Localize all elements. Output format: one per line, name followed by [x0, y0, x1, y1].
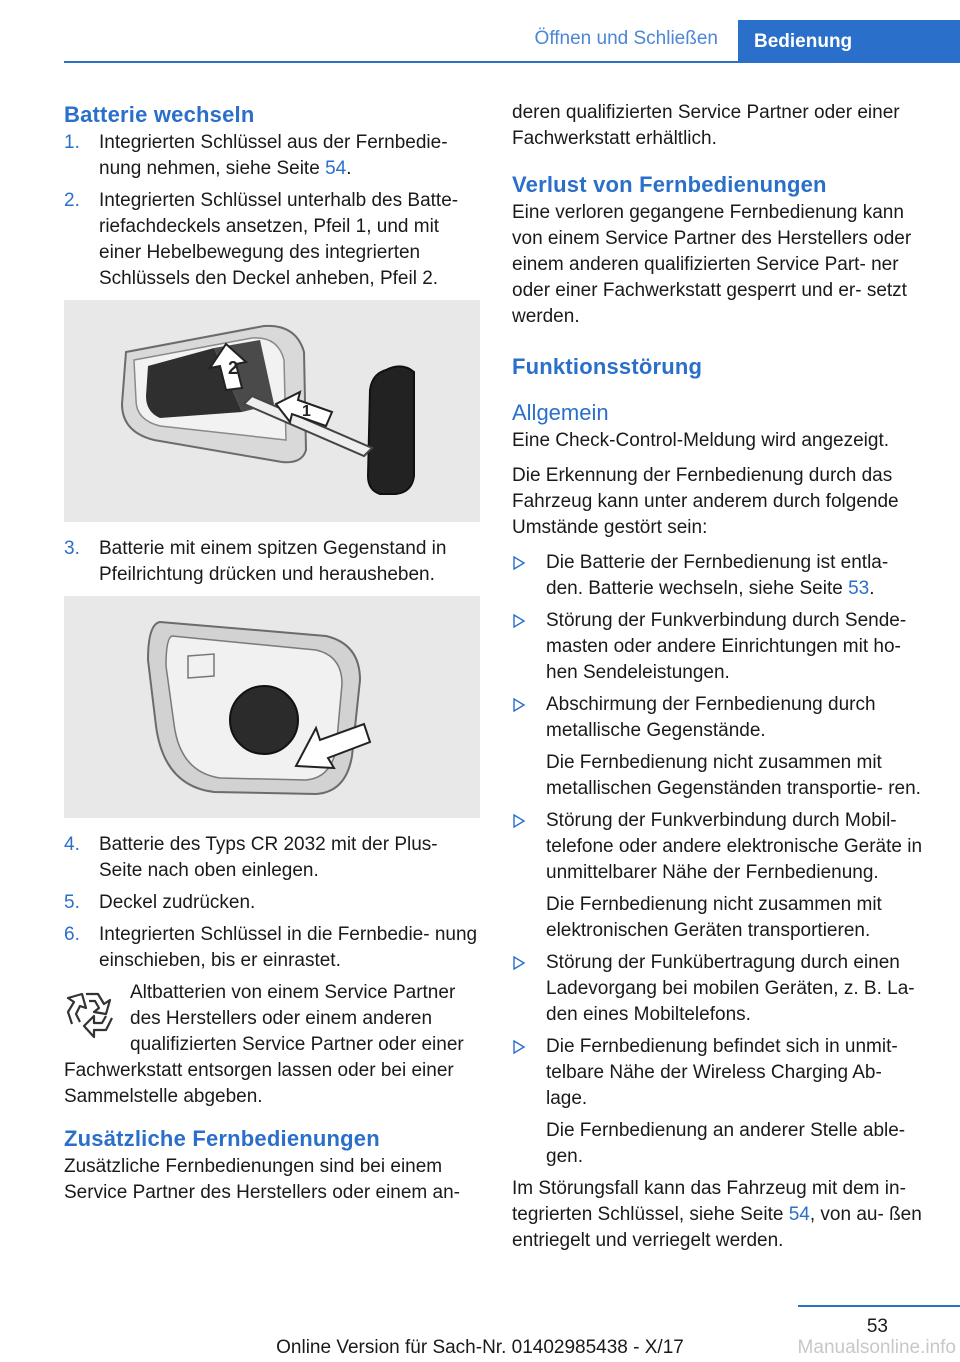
heading-malfunction: Funktionsstörung: [512, 354, 703, 379]
step-item: [64, 922, 480, 974]
list-item-text: Störung der Funkverbindung durch Sende‐ masten oder andere Einrichtungen mit ho‐ hen Sendeleistungen.: [546, 610, 907, 683]
remote-loss-text: Eine verloren gegangene Fernbedienung kann von einem Service Partner des Herstellers oder einem anderen qualifizierten Service Part‐ ner oder einer Fachwerkstatt gesperrt und er‐ setzt werden.: [512, 202, 912, 327]
triangle-bullet-icon: [512, 1035, 526, 1059]
list-item-text: Die Fernbedienung befindet sich in unmit‐ telbare Nähe der Wireless Charging Ab‐ lage.: [546, 1036, 898, 1109]
steps-list-step3: [64, 536, 480, 588]
list-item-subtext: Die Fernbedienung an anderer Stelle able‐ gen.: [546, 1120, 906, 1167]
triangle-bullet-icon: [512, 551, 526, 575]
battery-removal-illustration: [64, 596, 480, 818]
step-text: Batterie mit einem spitzen Gegenstand in Pfeilrichtung drücken und herausheben.: [99, 538, 447, 585]
step-item: [64, 890, 480, 916]
step-number: 2.: [64, 190, 80, 211]
step-text: Integrierten Schlüssel unterhalb des Batte‐ riefachdeckels ansetzen, Pfeil 1, und mit einer Hebelbewegung des integrierten Schlüssels den Deckel anheben, Pfeil 2.: [99, 190, 459, 289]
triangle-bullet-icon: [512, 951, 526, 975]
continued-text: deren qualifizierten Service Partner oder einer Fachwerkstatt erhältlich.: [512, 102, 900, 149]
heading-remote-loss: Verlust von Fernbedienungen: [512, 172, 827, 197]
steps-list-a: [64, 130, 480, 292]
page-link[interactable]: 54: [325, 158, 347, 179]
step-item: [64, 188, 480, 292]
list-item: [512, 608, 928, 686]
arrow-label-1: 1: [302, 403, 311, 420]
step-item: [64, 130, 480, 182]
step-text-end: .: [346, 158, 352, 179]
step-number: 3.: [64, 538, 80, 559]
step-text: Integrierten Schlüssel in die Fernbedie‐ nung einschieben, bis er einrastet.: [99, 924, 478, 971]
page-link[interactable]: 54: [788, 1204, 810, 1225]
list-item: [512, 1034, 928, 1170]
left-column: [64, 100, 480, 1215]
recycling-notice: [64, 980, 480, 1110]
step-number: 1.: [64, 132, 80, 153]
list-item: [512, 808, 928, 944]
step-item: [64, 536, 480, 588]
page-link[interactable]: 53: [848, 578, 870, 599]
list-item-text: Störung der Funkverbindung durch Mobil‐ telefone oder andere elektronische Geräte in unmittelbarer Nähe der Fernbedienung.: [546, 810, 923, 883]
final-text: Im Störungsfall kann das Fahrzeug mit dem in‐ tegrierten Schlüssel, siehe Seite: [512, 1178, 906, 1225]
steps-list-b: [64, 832, 480, 974]
causes-list: [512, 550, 928, 1170]
figure-key-lever: [64, 300, 480, 522]
heading-general: Allgemein: [512, 400, 609, 425]
step-number: 4.: [64, 834, 80, 855]
step-text: Deckel zudrücken.: [99, 892, 256, 913]
header-rule: [64, 61, 960, 63]
list-item: [512, 550, 928, 602]
figure-battery-removal: [64, 596, 480, 818]
header-chapter-tab: Bedienung: [738, 20, 960, 61]
list-item-text: Abschirmung der Fernbedienung durch metallische Gegenstände.: [546, 694, 876, 741]
general-text-1: Eine Check-Control-Meldung wird angezeigt.: [512, 430, 890, 451]
key-lever-illustration: [64, 300, 480, 522]
list-item: [512, 950, 928, 1028]
step-number: 6.: [64, 924, 80, 945]
triangle-bullet-icon: [512, 609, 526, 633]
final-paragraph: [512, 1176, 928, 1254]
list-item-text: Die Batterie der Fernbedienung ist entla‐ den. Batterie wechseln, siehe Seite: [546, 552, 889, 599]
header-section-title: Öffnen und Schließen: [534, 28, 718, 49]
step-number: 5.: [64, 892, 80, 913]
heading-battery-change: Batterie wechseln: [64, 102, 255, 127]
list-item-subtext: Die Fernbedienung nicht zusammen mit elektronischen Geräten transportieren.: [546, 894, 882, 941]
triangle-bullet-icon: [512, 809, 526, 833]
watermark: Manualsonline.info: [797, 1337, 956, 1358]
right-column: [512, 100, 928, 1263]
list-item: [512, 692, 928, 802]
extra-remotes-text: Zusätzliche Fernbedienungen sind bei einem Service Partner des Herstellers oder einem an‐: [64, 1156, 461, 1203]
list-item-text-end: .: [869, 578, 875, 599]
general-text-2: Die Erkennung der Fernbedienung durch das Fahrzeug kann unter anderem durch folgende Umstände gestört sein:: [512, 465, 899, 538]
arrow-label-2: 2: [228, 358, 239, 378]
step-text: Batterie des Typs CR 2032 mit der Plus‐ Seite nach oben einlegen.: [99, 834, 438, 881]
final-text-end: , von au‐ ßen entriegelt und verriegelt werden.: [512, 1204, 922, 1251]
heading-extra-remotes: Zusätzliche Fernbedienungen: [64, 1126, 380, 1151]
recycle-icon: [64, 984, 120, 1044]
triangle-bullet-icon: [512, 693, 526, 717]
step-item: [64, 832, 480, 884]
list-item-subtext: Die Fernbedienung nicht zusammen mit metallischen Gegenständen transportie‐ ren.: [546, 752, 921, 799]
step-text: Integrierten Schlüssel aus der Fernbedie‐ nung nehmen, siehe Seite: [99, 132, 448, 179]
online-version-footer: Online Version für Sach-Nr. 01402985438 - X/17: [276, 1337, 684, 1358]
notice-text: Altbatterien von einem Service Partner des Herstellers oder einem anderen qualifizierten Service Partner oder einer Fachwerkstatt entsorgen lassen oder bei einer Sammelstelle abgeben.: [64, 982, 464, 1107]
page-number: 53: [866, 1316, 888, 1337]
list-item-text: Störung der Funkübertragung durch einen Ladevorgang bei mobilen Geräten, z. B. La‐ den eines Mobiltelefons.: [546, 952, 915, 1025]
page-number-rule: [798, 1305, 960, 1307]
